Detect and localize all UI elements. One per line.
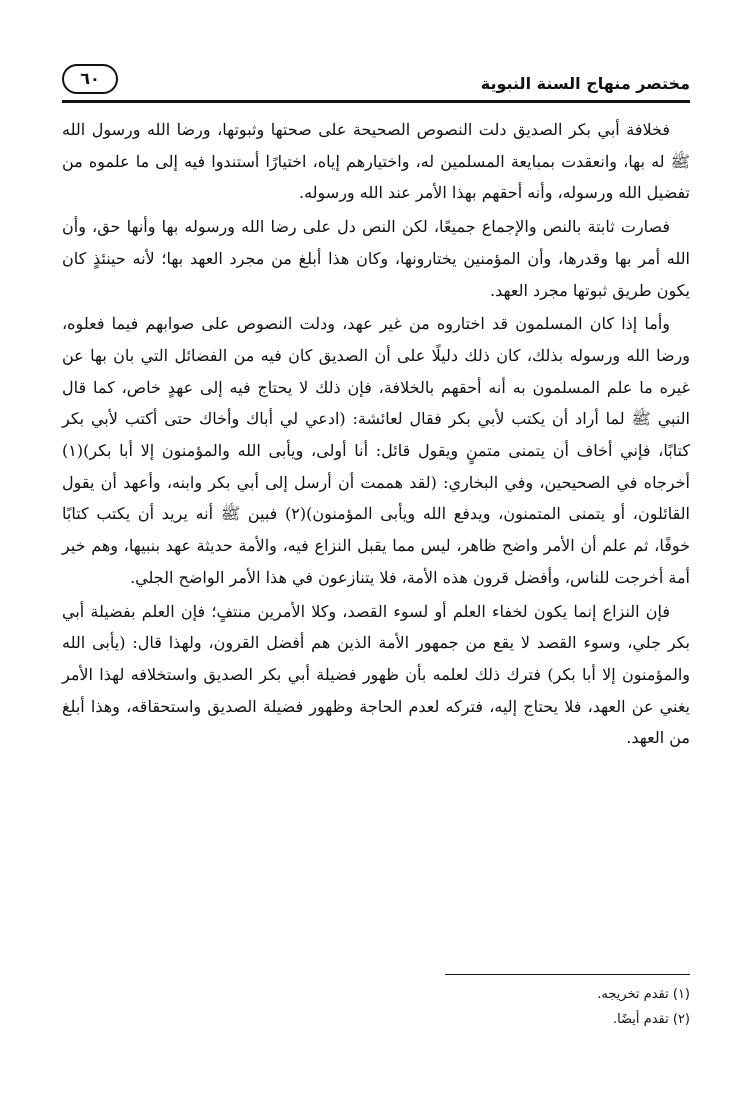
- book-title: مختصر منهاج السنة النبوية: [480, 74, 690, 93]
- page-header: [62, 60, 690, 106]
- footnotes: [290, 982, 690, 1032]
- paragraph: فإن النزاع إنما يكون لخفاء العلم أو لسوء القصد، وكلا الأمرين منتفٍ؛ فإن العلم بفضيلة أبي بكر جلي، وسوء القصد لا يقع من جمهور الأمة الذين هم أفضل القرون، ولهذا قال: (يأبى الله والمؤمنون إلا أبا بكر) فترك ذلك لعلمه بأن ظهور فضيلة أبي بكر الصديق واستخلافه لهذا الأمر يغني عن العهد، فلا يحتاج إليه، فتركه لعدم الحاجة وظهور فضيلة الصديق واستحقاقه، وهذا أبلغ من العهد.: [62, 601, 690, 748]
- footnote-divider: [445, 974, 690, 975]
- footnote: (٢) تقدم أيضًا.: [612, 1012, 690, 1027]
- header-divider: [62, 100, 690, 103]
- main-text: [62, 114, 690, 756]
- paragraph: فصارت ثابتة بالنص والإجماع جميعًا، لكن النص دل على رضا الله ورسوله بها وأنها حق، وأن الله أمر بها وقدرها، وأن المؤمنين يختارونها، وكان هذا أبلغ من مجرد العهد بها؛ لأنه حينئذٍ كان يكون طريق ثبوتها مجرد العهد.: [62, 217, 690, 300]
- footnote: (١) تقدم تخريجه.: [597, 987, 690, 1002]
- page-number: ٦٠: [62, 64, 118, 94]
- paragraph: فخلافة أبي بكر الصديق دلت النصوص الصحيحة على صحتها وثبوتها، ورضا الله ورسول الله ﷺ له بها، وانعقدت بمبايعة المسلمين له، واختيارهم إياه، اختيارًا أستندوا فيه إلى ما علموه من تفضيل الله ورسوله، وأنه أحقهم بهذا الأمر عند الله ورسوله.: [62, 120, 690, 203]
- paragraph: وأما إذا كان المسلمون قد اختاروه من غير عهد، ودلت النصوص على صوابهم فيما فعلوه، ورضا الله ورسوله بذلك، كان ذلك دليلًا على أن الصديق كان فيه من الفضائل التي بان بها عن غيره ما علم المسلمون به أنه أحقهم بالخلافة، فإن ذلك لا يحتاج فيه إلى عهدٍ خاص، كما قال النبي ﷺ لما أراد أن يكتب لأبي بكر فقال لعائشة: (ادعي لي أباك وأخاك حتى أكتب لأبي بكر كتابًا، فإني أخاف أن يتمنى متمنٍ ويقول قائل: أنا أولى، ويأبى الله والمؤمنون إلا أبا بكر)(١) أخرجاه في الصحيحين، وفي البخاري: (لقد هممت أن أرسل إلى أبي بكر وابنه، وأعهد أن يقول القائلون، أو يتمنى المتمنون، ويدفع الله ويأبى المؤمنون)(٢) فبين ﷺ أنه يريد أن يكتب كتابًا خوفًا، ثم علم أن الأمر واضح ظاهر، ليس مما يقبل النزاع فيه، والأمة حديثة عهد بنبيها، وهم خير أمة أخرجت للناس، وأفضل قرون هذه الأمة، فلا يتنازعون في هذا الأمر الواضح الجلي.: [62, 314, 691, 587]
